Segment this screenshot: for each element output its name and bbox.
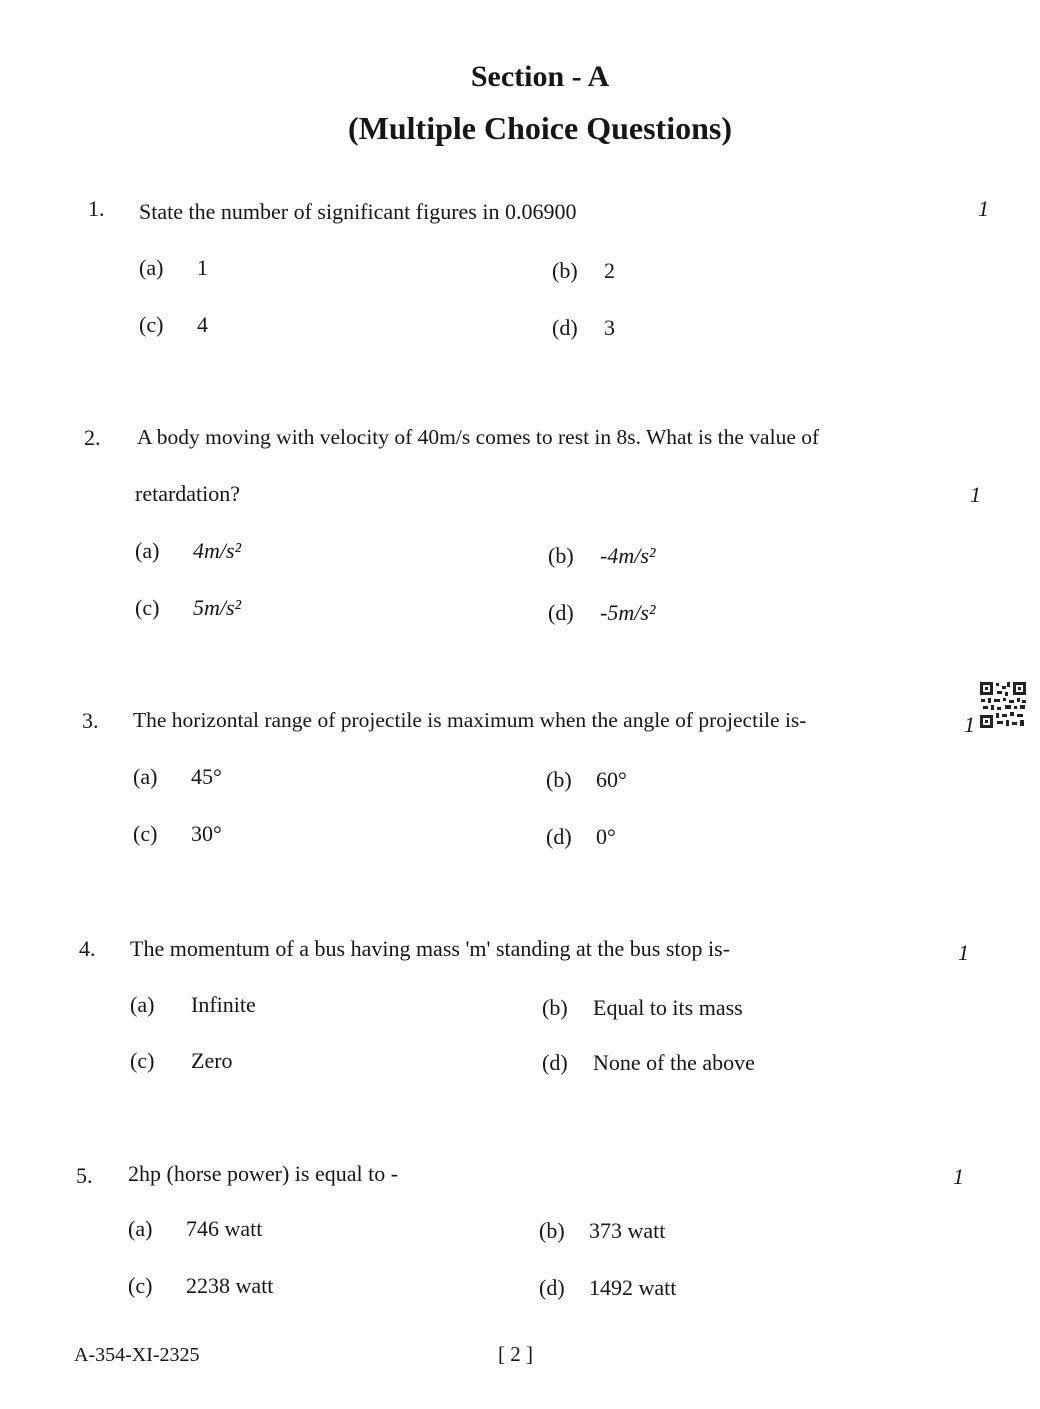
question-marks: 1	[978, 196, 989, 221]
question-number: 1.	[88, 196, 105, 221]
option-label: (d)	[546, 824, 572, 849]
question-number: 5.	[76, 1163, 93, 1188]
option-b	[552, 258, 615, 284]
question-number: 3.	[82, 708, 99, 733]
option-d	[548, 600, 655, 626]
qr-code-icon	[979, 681, 1027, 729]
question-marks: 1	[964, 712, 975, 737]
option-a	[133, 764, 222, 790]
option-value: None of the above	[593, 1050, 755, 1075]
option-value: -4m/s²	[600, 543, 656, 568]
question-text: The horizontal range of projectile is maximum when the angle of projectile is-	[133, 708, 807, 732]
option-c	[139, 312, 208, 338]
option-label: (c)	[130, 1048, 155, 1073]
question-text: State the number of significant figures in 0.06900	[139, 199, 577, 224]
option-label: (d)	[539, 1275, 565, 1300]
option-c	[128, 1273, 273, 1299]
option-value: 373 watt	[589, 1218, 666, 1243]
option-value: Infinite	[191, 992, 256, 1017]
question-text: A body moving with velocity of 40m/s comes to rest in 8s. What is the value of	[137, 425, 820, 449]
option-value: 30°	[191, 821, 222, 846]
question-marks: 1	[958, 940, 969, 965]
section-title: Section - A	[470, 60, 610, 93]
option-label: (c)	[135, 595, 160, 620]
option-value: 1	[197, 255, 208, 280]
option-value: Equal to its mass	[593, 995, 743, 1020]
option-b	[539, 1218, 665, 1244]
question-text-cont: retardation?	[135, 481, 241, 506]
option-value: Zero	[191, 1048, 233, 1073]
option-label: (a)	[133, 764, 158, 789]
question-text: 2hp (horse power) is equal to -	[128, 1161, 399, 1186]
option-b	[542, 995, 743, 1021]
option-label: (b)	[548, 543, 574, 568]
option-label: (b)	[552, 258, 578, 283]
option-value: 60°	[596, 767, 627, 792]
option-d	[542, 1050, 755, 1076]
option-label: (d)	[542, 1050, 568, 1075]
option-label: (c)	[128, 1273, 153, 1298]
question-number: 4.	[79, 936, 96, 961]
option-a	[135, 538, 241, 564]
option-b	[546, 767, 627, 793]
option-label: (a)	[135, 538, 160, 563]
option-value: 0°	[596, 824, 616, 849]
option-d	[546, 824, 616, 850]
option-c	[130, 1048, 233, 1074]
option-d	[539, 1275, 676, 1301]
section-subtitle: (Multiple Choice Questions)	[348, 110, 732, 146]
option-label: (a)	[128, 1216, 153, 1241]
option-value: 4	[197, 312, 208, 337]
option-a	[139, 255, 208, 281]
option-value: 746 watt	[186, 1216, 263, 1241]
question-text: The momentum of a bus having mass 'm' standing at the bus stop is-	[130, 936, 731, 961]
option-label: (d)	[552, 315, 578, 340]
page-number: [ 2 ]	[498, 1342, 533, 1366]
option-label: (d)	[548, 600, 574, 625]
option-a	[130, 992, 256, 1018]
option-label: (c)	[139, 312, 164, 337]
option-label: (b)	[542, 995, 568, 1020]
option-d	[552, 315, 615, 341]
option-label: (a)	[130, 992, 155, 1017]
question-marks: 1	[970, 482, 981, 507]
option-value: 1492 watt	[589, 1275, 677, 1300]
option-value: -5m/s²	[600, 600, 656, 625]
option-value: 3	[604, 315, 615, 340]
option-label: (b)	[539, 1218, 565, 1243]
option-c	[133, 821, 222, 847]
option-value: 2	[604, 258, 615, 283]
option-c	[135, 595, 241, 621]
option-a	[128, 1216, 262, 1242]
option-label: (a)	[139, 255, 164, 280]
option-b	[548, 543, 655, 569]
option-value: 5m/s²	[193, 595, 242, 620]
option-value: 45°	[191, 764, 222, 789]
option-label: (b)	[546, 767, 572, 792]
question-number: 2.	[84, 425, 101, 450]
paper-code: A-354-XI-2325	[74, 1344, 200, 1366]
option-value: 2238 watt	[186, 1273, 274, 1298]
question-marks: 1	[953, 1164, 964, 1189]
option-label: (c)	[133, 821, 158, 846]
option-value: 4m/s²	[193, 538, 242, 563]
